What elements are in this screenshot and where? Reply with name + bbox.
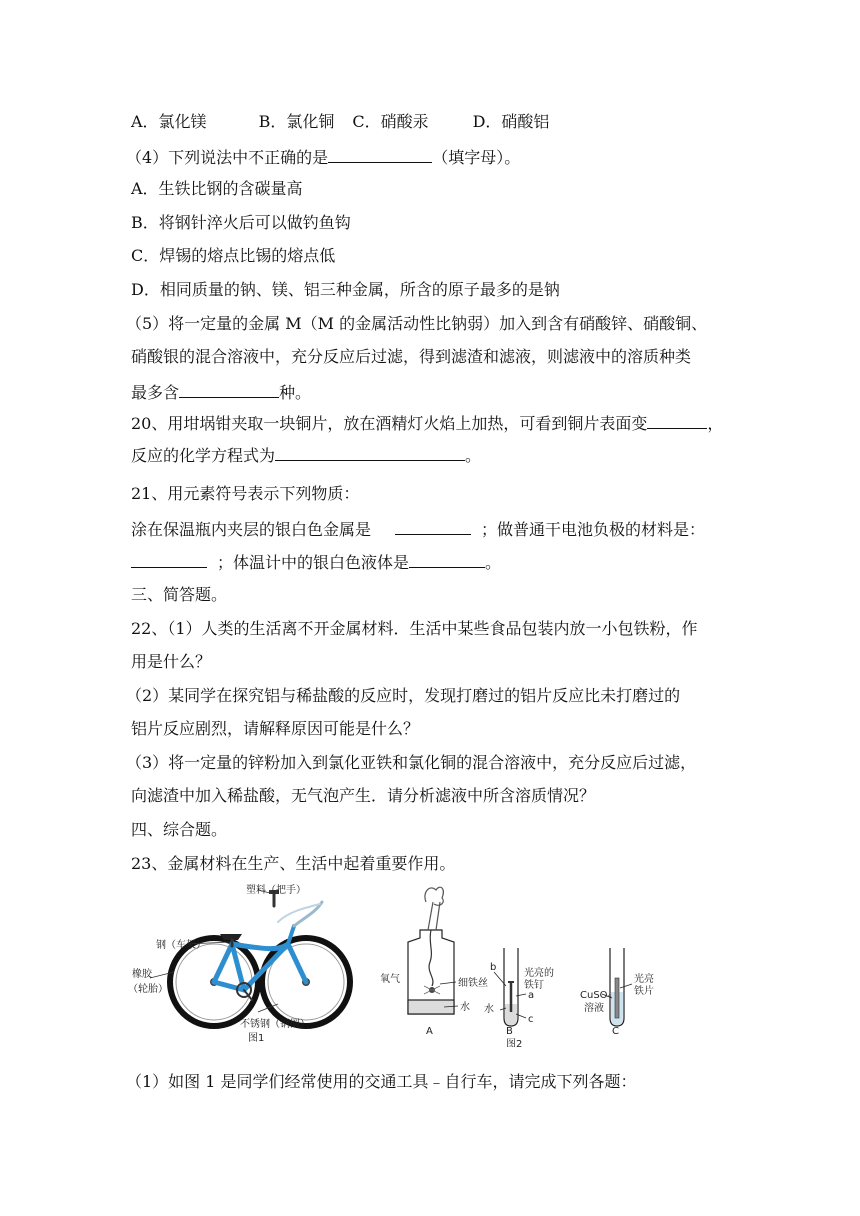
q19-5-line3-text: 最多含 (131, 383, 180, 402)
experiment-figure (128, 882, 688, 1047)
q21-line1-mid: ；做普通干电池负极的材料是： (481, 520, 706, 539)
label-bright-nail-1: 光亮的 (524, 968, 554, 979)
label-rubber: 橡胶 (132, 969, 152, 980)
q20-line1-text: 20、用坩埚钳夹取一块铜片，放在酒精灯火焰上加热，可看到铜片表面变 (131, 414, 648, 433)
q21-line2 (131, 551, 501, 573)
q22-line4: 铝片反应剧烈，请解释原因可能是什么？ (131, 719, 420, 738)
q20-line1-tail: ， (707, 414, 724, 433)
label-stainless-rim: 不锈钢（钢圈） (240, 1019, 310, 1030)
q19-4-stem-tail: （填字母）。 (432, 148, 521, 167)
q21-title: 21、用元素符号表示下列物质： (131, 484, 360, 503)
section-heading-3: 三、简答题。 (131, 585, 228, 604)
label-a: a (528, 990, 535, 1001)
q19-4-option-b: B．将钢针淬火后可以做钓鱼钩 (131, 213, 351, 232)
q19-5-line3-tail: 种。 (279, 383, 312, 402)
answer-blank[interactable] (395, 518, 471, 535)
label-steel-frame: 钢（车架） (156, 940, 206, 951)
q21-line1-text: 涂在保温瓶内夹层的银白色金属是 (131, 520, 372, 539)
q22-line1: 22、（1）人类的生活离不开金属材料．生活中某些食品包装内放一小包铁粉，作 (131, 619, 698, 638)
q20-line2-tail: 。 (465, 446, 482, 465)
answer-blank[interactable] (179, 381, 279, 398)
label-bright-nail-2: 铁钉 (524, 980, 544, 991)
option-d: D．硝酸铝 (472, 112, 550, 131)
q19-4-stem (126, 146, 520, 168)
q22-line6: 向滤渣中加入稀盐酸，无气泡产生．请分析滤液中所含溶质情况？ (131, 786, 596, 805)
q22-line3: （2）某同学在探究铝与稀盐酸的反应时，发现打磨过的铝片反应比未打磨过的 (126, 686, 681, 705)
q23-sub1: （1）如图 1 是同学们经常使用的交通工具﹣自行车，请完成下列各题： (126, 1072, 637, 1091)
label-tyre: （轮胎） (128, 984, 168, 995)
label-apparatus-b: B (506, 1026, 513, 1037)
label-plastic-handle: 塑料（把手） (246, 885, 306, 896)
option-b: B．氯化铜 (258, 112, 335, 131)
q19-4-option-c: C．焊锡的熔点比锡的熔点低 (131, 246, 336, 265)
label-iron-wire: 细铁丝 (458, 978, 488, 989)
answer-blank[interactable] (647, 412, 707, 429)
figure-svg (128, 882, 688, 1047)
q20-line2-text: 反应的化学方程式为 (131, 446, 276, 465)
label-water-a: 水 (460, 1002, 470, 1013)
label-solution: 溶液 (584, 1003, 604, 1014)
label-apparatus-c: C (612, 1026, 619, 1037)
label-bright-sheet-2: 铁片 (634, 986, 654, 997)
label-c: c (528, 1014, 534, 1025)
q19-options-line (131, 112, 549, 132)
q20-line1 (131, 412, 723, 434)
q19-4-option-a: A．生铁比钢的含碳量高 (131, 179, 303, 198)
q21-line1 (131, 518, 705, 540)
option-a: A．氯化镁 (131, 112, 207, 131)
q20-line2 (131, 444, 481, 466)
q21-line2-mid: ；体温计中的银白色液体是 (217, 553, 410, 572)
apparatus-b (494, 948, 526, 1026)
q21-line2-tail: 。 (485, 553, 502, 572)
answer-blank[interactable] (131, 551, 207, 568)
figure-2-caption: 图2 (506, 1039, 523, 1047)
label-oxygen: 氧气 (380, 974, 400, 985)
apparatus-c (602, 948, 632, 1026)
label-water-b: 水 (484, 1004, 494, 1015)
q19-5-line3 (131, 381, 311, 403)
q22-line5: （3）将一定量的锌粉加入到氯化亚铁和氯化铜的混合溶液中，充分反应后过滤， (126, 753, 697, 772)
answer-blank[interactable] (409, 551, 485, 568)
q22-line2: 用是什么？ (131, 652, 212, 671)
label-b: b (490, 962, 497, 973)
answer-blank[interactable] (275, 444, 465, 461)
apparatus-a (408, 887, 458, 1014)
label-apparatus-a: A (426, 1026, 433, 1037)
section-heading-4: 四、综合题。 (131, 820, 228, 839)
q19-5-line1: （5）将一定量的金属 M（M 的金属活动性比钠弱）加入到含有硝酸锌、硝酸铜、 (126, 314, 708, 333)
label-cuso4: CuSO₄ (580, 990, 612, 1001)
bicycle-illustration (170, 890, 350, 1026)
q19-4-option-d: D．相同质量的钠、镁、铝三种金属，所含的原子最多的是钠 (131, 280, 560, 299)
answer-blank[interactable] (328, 146, 432, 163)
q19-5-line2: 硝酸银的混合溶液中，充分反应后过滤，得到滤渣和滤液，则滤液中的溶质种类 (131, 347, 692, 366)
option-c: C．硝酸汞 (352, 112, 429, 131)
label-bright-sheet-1: 光亮 (634, 974, 654, 985)
q19-4-stem-text: （4）下列说法中不正确的是 (126, 148, 329, 167)
q23-title: 23、金属材料在生产、生活中起着重要作用。 (131, 854, 456, 873)
figure-1-caption: 图1 (248, 1033, 265, 1044)
